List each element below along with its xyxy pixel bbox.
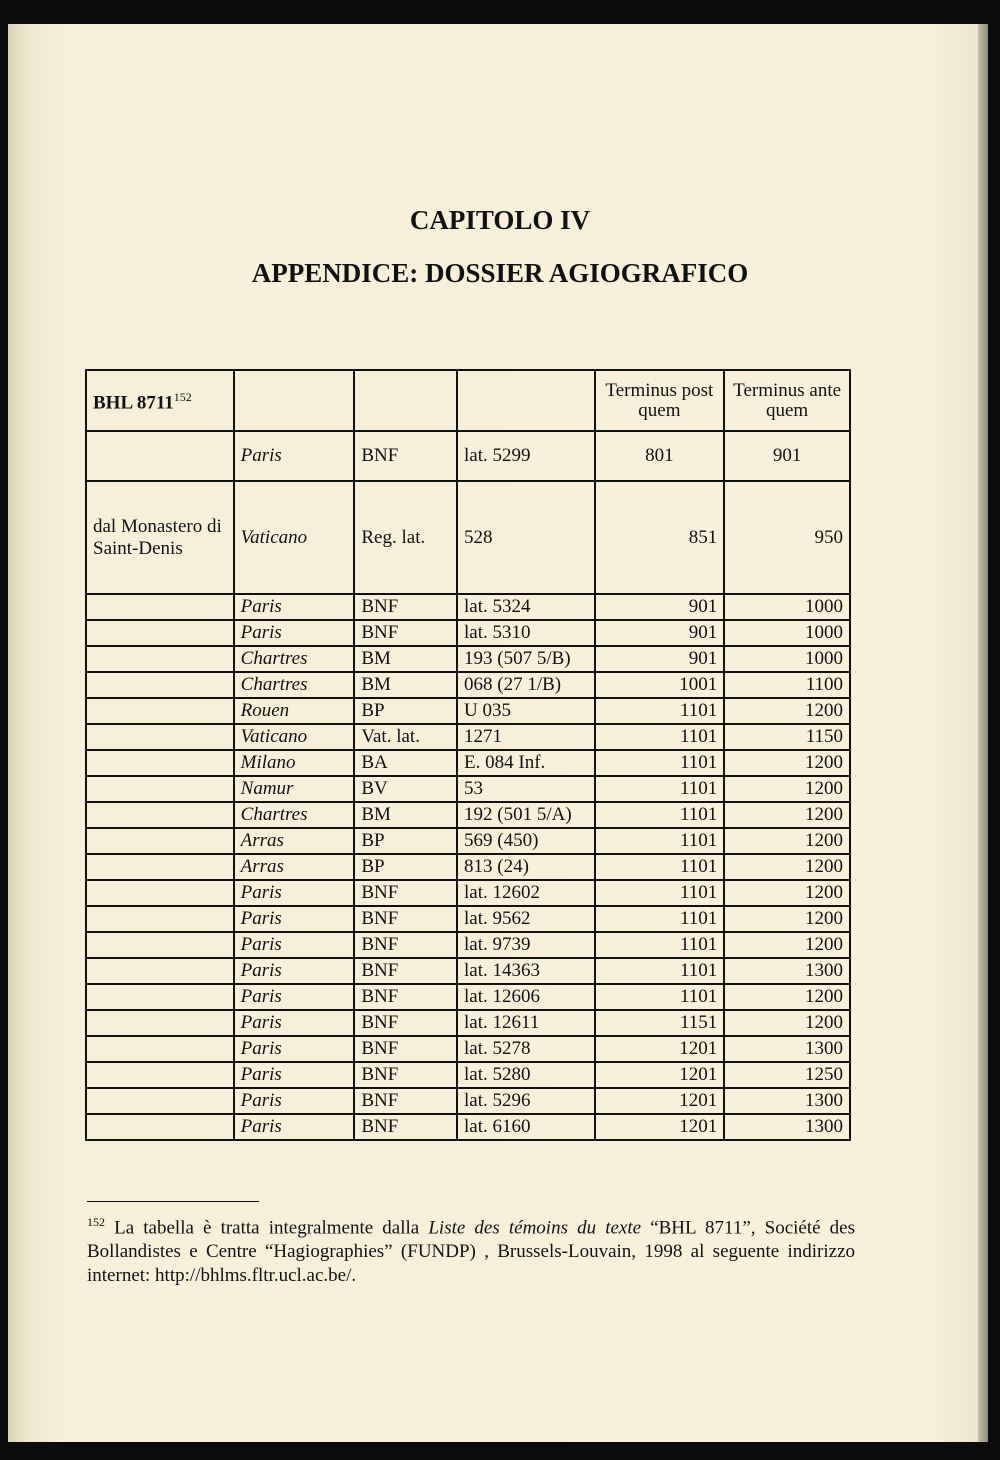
terminus-post-cell: 1101 <box>595 854 725 880</box>
library-cell: BNF <box>354 984 457 1010</box>
city-cell: Paris <box>234 1036 355 1062</box>
city-cell: Vaticano <box>234 481 355 594</box>
library-cell: BNF <box>354 1114 457 1140</box>
library-cell: BNF <box>354 620 457 646</box>
terminus-ante-cell: 1200 <box>724 880 850 906</box>
origin-cell <box>86 698 234 724</box>
library-cell: BNF <box>354 906 457 932</box>
terminus-ante-cell: 1200 <box>724 854 850 880</box>
library-cell: Vat. lat. <box>354 724 457 750</box>
city-cell: Paris <box>234 594 355 620</box>
terminus-post-cell: 1201 <box>595 1114 725 1140</box>
table-row <box>86 906 850 932</box>
table-row <box>86 431 850 481</box>
appendix-title: APPENDICE: DOSSIER AGIOGRAFICO <box>251 258 749 288</box>
terminus-post-cell: 1101 <box>595 802 725 828</box>
library-cell: BNF <box>354 594 457 620</box>
shelfmark-cell: E. 084 Inf. <box>457 750 595 776</box>
origin-cell <box>86 854 234 880</box>
city-cell: Namur <box>234 776 355 802</box>
origin-cell <box>86 958 234 984</box>
table-row <box>86 958 850 984</box>
city-cell: Milano <box>234 750 355 776</box>
table-row <box>86 646 850 672</box>
origin-cell: dal Monastero di Saint-Denis <box>86 481 234 594</box>
table-header-row <box>86 370 850 431</box>
terminus-post-cell: 801 <box>595 431 725 481</box>
shelfmark-cell: lat. 5299 <box>457 431 595 481</box>
terminus-ante-cell: 950 <box>724 481 850 594</box>
terminus-post-cell: 1001 <box>595 672 725 698</box>
library-cell: BP <box>354 854 457 880</box>
terminus-ante-cell: 1300 <box>724 1088 850 1114</box>
library-cell: BNF <box>354 431 457 481</box>
terminus-ante-cell: 1200 <box>724 906 850 932</box>
library-cell: BA <box>354 750 457 776</box>
origin-cell <box>86 802 234 828</box>
shelfmark-cell: 813 (24) <box>457 854 595 880</box>
terminus-ante-cell: 1150 <box>724 724 850 750</box>
page-edge <box>978 24 988 1442</box>
terminus-ante-cell: 901 <box>724 431 850 481</box>
shelfmark-cell: 53 <box>457 776 595 802</box>
shelfmark-cell: lat. 6160 <box>457 1114 595 1140</box>
origin-cell <box>86 984 234 1010</box>
origin-cell <box>86 594 234 620</box>
table-row <box>86 698 850 724</box>
terminus-ante-cell: 1200 <box>724 1010 850 1036</box>
table-row <box>86 1062 850 1088</box>
terminus-post-cell: 1101 <box>595 750 725 776</box>
shelfmark-cell: lat. 12611 <box>457 1010 595 1036</box>
city-cell: Chartres <box>234 802 355 828</box>
origin-cell <box>86 1088 234 1114</box>
origin-cell <box>86 646 234 672</box>
shelfmark-cell: lat. 9739 <box>457 932 595 958</box>
city-cell: Arras <box>234 828 355 854</box>
city-cell: Paris <box>234 906 355 932</box>
origin-cell <box>86 724 234 750</box>
terminus-ante-cell: 1200 <box>724 828 850 854</box>
library-cell: BNF <box>354 1088 457 1114</box>
shelfmark-cell: lat. 5280 <box>457 1062 595 1088</box>
shelfmark-cell: 193 (507 5/B) <box>457 646 595 672</box>
terminus-post-cell: 1101 <box>595 828 725 854</box>
origin-cell <box>86 431 234 481</box>
terminus-ante-cell: 1300 <box>724 958 850 984</box>
table-row <box>86 750 850 776</box>
library-cell: BNF <box>354 932 457 958</box>
city-cell: Paris <box>234 1114 355 1140</box>
table-row <box>86 620 850 646</box>
origin-cell <box>86 750 234 776</box>
terminus-post-cell: 901 <box>595 646 725 672</box>
table-row <box>86 1114 850 1140</box>
origin-cell <box>86 1010 234 1036</box>
table-row <box>86 776 850 802</box>
terminus-ante-cell: 1200 <box>724 776 850 802</box>
city-cell: Paris <box>234 958 355 984</box>
table-row <box>86 984 850 1010</box>
table-row <box>86 1010 850 1036</box>
origin-cell <box>86 620 234 646</box>
shelfmark-cell: lat. 5310 <box>457 620 595 646</box>
table-row <box>86 880 850 906</box>
origin-cell <box>86 1062 234 1088</box>
terminus-post-cell: 1101 <box>595 776 725 802</box>
library-cell: BNF <box>354 880 457 906</box>
terminus-ante-cell: 1000 <box>724 594 850 620</box>
table-row <box>86 854 850 880</box>
shelfmark-cell: 068 (27 1/B) <box>457 672 595 698</box>
terminus-ante-cell: 1250 <box>724 1062 850 1088</box>
chapter-heading: CAPITOLO IV <box>409 205 591 235</box>
terminus-post-cell: 901 <box>595 620 725 646</box>
city-cell: Chartres <box>234 672 355 698</box>
shelfmark-cell: lat. 12602 <box>457 880 595 906</box>
library-cell: BP <box>354 828 457 854</box>
terminus-post-cell: 1101 <box>595 880 725 906</box>
terminus-post-cell: 1101 <box>595 906 725 932</box>
terminus-post-cell: 851 <box>595 481 725 594</box>
city-cell: Paris <box>234 620 355 646</box>
origin-cell <box>86 932 234 958</box>
terminus-post-cell: 1201 <box>595 1062 725 1088</box>
shelfmark-cell: 528 <box>457 481 595 594</box>
origin-cell <box>86 828 234 854</box>
shelfmark-cell: lat. 14363 <box>457 958 595 984</box>
origin-cell <box>86 1114 234 1140</box>
city-cell: Paris <box>234 431 355 481</box>
footnote-rule <box>87 1201 259 1202</box>
city-cell: Paris <box>234 984 355 1010</box>
terminus-post-cell: 1101 <box>595 698 725 724</box>
terminus-post-cell: 1201 <box>595 1036 725 1062</box>
city-cell: Arras <box>234 854 355 880</box>
origin-cell <box>86 1036 234 1062</box>
library-cell: Reg. lat. <box>354 481 457 594</box>
terminus-post-cell: 1101 <box>595 984 725 1010</box>
shelfmark-cell: U 035 <box>457 698 595 724</box>
terminus-post-cell: 1101 <box>595 932 725 958</box>
city-cell: Paris <box>234 932 355 958</box>
table-row <box>86 481 850 594</box>
origin-cell <box>86 672 234 698</box>
table-row <box>86 594 850 620</box>
library-cell: BM <box>354 646 457 672</box>
terminus-post-cell: 901 <box>595 594 725 620</box>
origin-cell <box>86 776 234 802</box>
shelfmark-cell: lat. 5324 <box>457 594 595 620</box>
shelfmark-cell: lat. 5278 <box>457 1036 595 1062</box>
terminus-ante-cell: 1000 <box>724 646 850 672</box>
terminus-post-header: Terminus post quem <box>595 370 725 431</box>
city-cell: Paris <box>234 880 355 906</box>
shelfmark-cell: 569 (450) <box>457 828 595 854</box>
terminus-post-cell: 1151 <box>595 1010 725 1036</box>
terminus-ante-cell: 1200 <box>724 984 850 1010</box>
shelfmark-cell: lat. 12606 <box>457 984 595 1010</box>
library-cell: BNF <box>354 1062 457 1088</box>
library-cell: BP <box>354 698 457 724</box>
manuscript-table <box>85 369 851 1141</box>
city-cell: Chartres <box>234 646 355 672</box>
library-cell: BNF <box>354 958 457 984</box>
table-row <box>86 672 850 698</box>
library-cell: BNF <box>354 1010 457 1036</box>
bhl-header: BHL 8711$^{152}$ <box>86 370 234 431</box>
city-cell: Rouen <box>234 698 355 724</box>
terminus-post-cell: 1101 <box>595 958 725 984</box>
terminus-ante-cell: 1200 <box>724 802 850 828</box>
terminus-ante-cell: 1200 <box>724 750 850 776</box>
table-row <box>86 1088 850 1114</box>
shelfmark-cell: lat. 5296 <box>457 1088 595 1114</box>
table-row <box>86 802 850 828</box>
terminus-ante-cell: 1300 <box>724 1036 850 1062</box>
library-cell: BM <box>354 672 457 698</box>
shelfmark-cell: 192 (501 5/A) <box>457 802 595 828</box>
terminus-ante-cell: 1100 <box>724 672 850 698</box>
footnote: $^{152}$ La tabella è tratta integralmente dalla Liste des témoins du texte “BHL 8711”, Société des Bollandistes e Centre “Hagiographies” (FUNDP) , Brussels-Louvain, 1998 al seguente indirizzo internet: http://bhlms.fltr.ucl.ac.be/. <box>87 1215 855 1287</box>
table-row <box>86 1036 850 1062</box>
terminus-ante-cell: 1200 <box>724 932 850 958</box>
origin-cell <box>86 906 234 932</box>
terminus-post-cell: 1201 <box>595 1088 725 1114</box>
shelfmark-cell: 1271 <box>457 724 595 750</box>
library-cell: BV <box>354 776 457 802</box>
origin-cell <box>86 880 234 906</box>
shelfmark-cell: lat. 9562 <box>457 906 595 932</box>
terminus-post-cell: 1101 <box>595 724 725 750</box>
terminus-ante-cell: 1200 <box>724 698 850 724</box>
table-row <box>86 932 850 958</box>
city-cell: Paris <box>234 1062 355 1088</box>
city-cell: Paris <box>234 1010 355 1036</box>
table-row <box>86 724 850 750</box>
terminus-ante-cell: 1000 <box>724 620 850 646</box>
table-row <box>86 828 850 854</box>
city-cell: Vaticano <box>234 724 355 750</box>
library-cell: BNF <box>354 1036 457 1062</box>
terminus-ante-cell: 1300 <box>724 1114 850 1140</box>
terminus-ante-header: Terminus ante quem <box>724 370 850 431</box>
library-cell: BM <box>354 802 457 828</box>
city-cell: Paris <box>234 1088 355 1114</box>
